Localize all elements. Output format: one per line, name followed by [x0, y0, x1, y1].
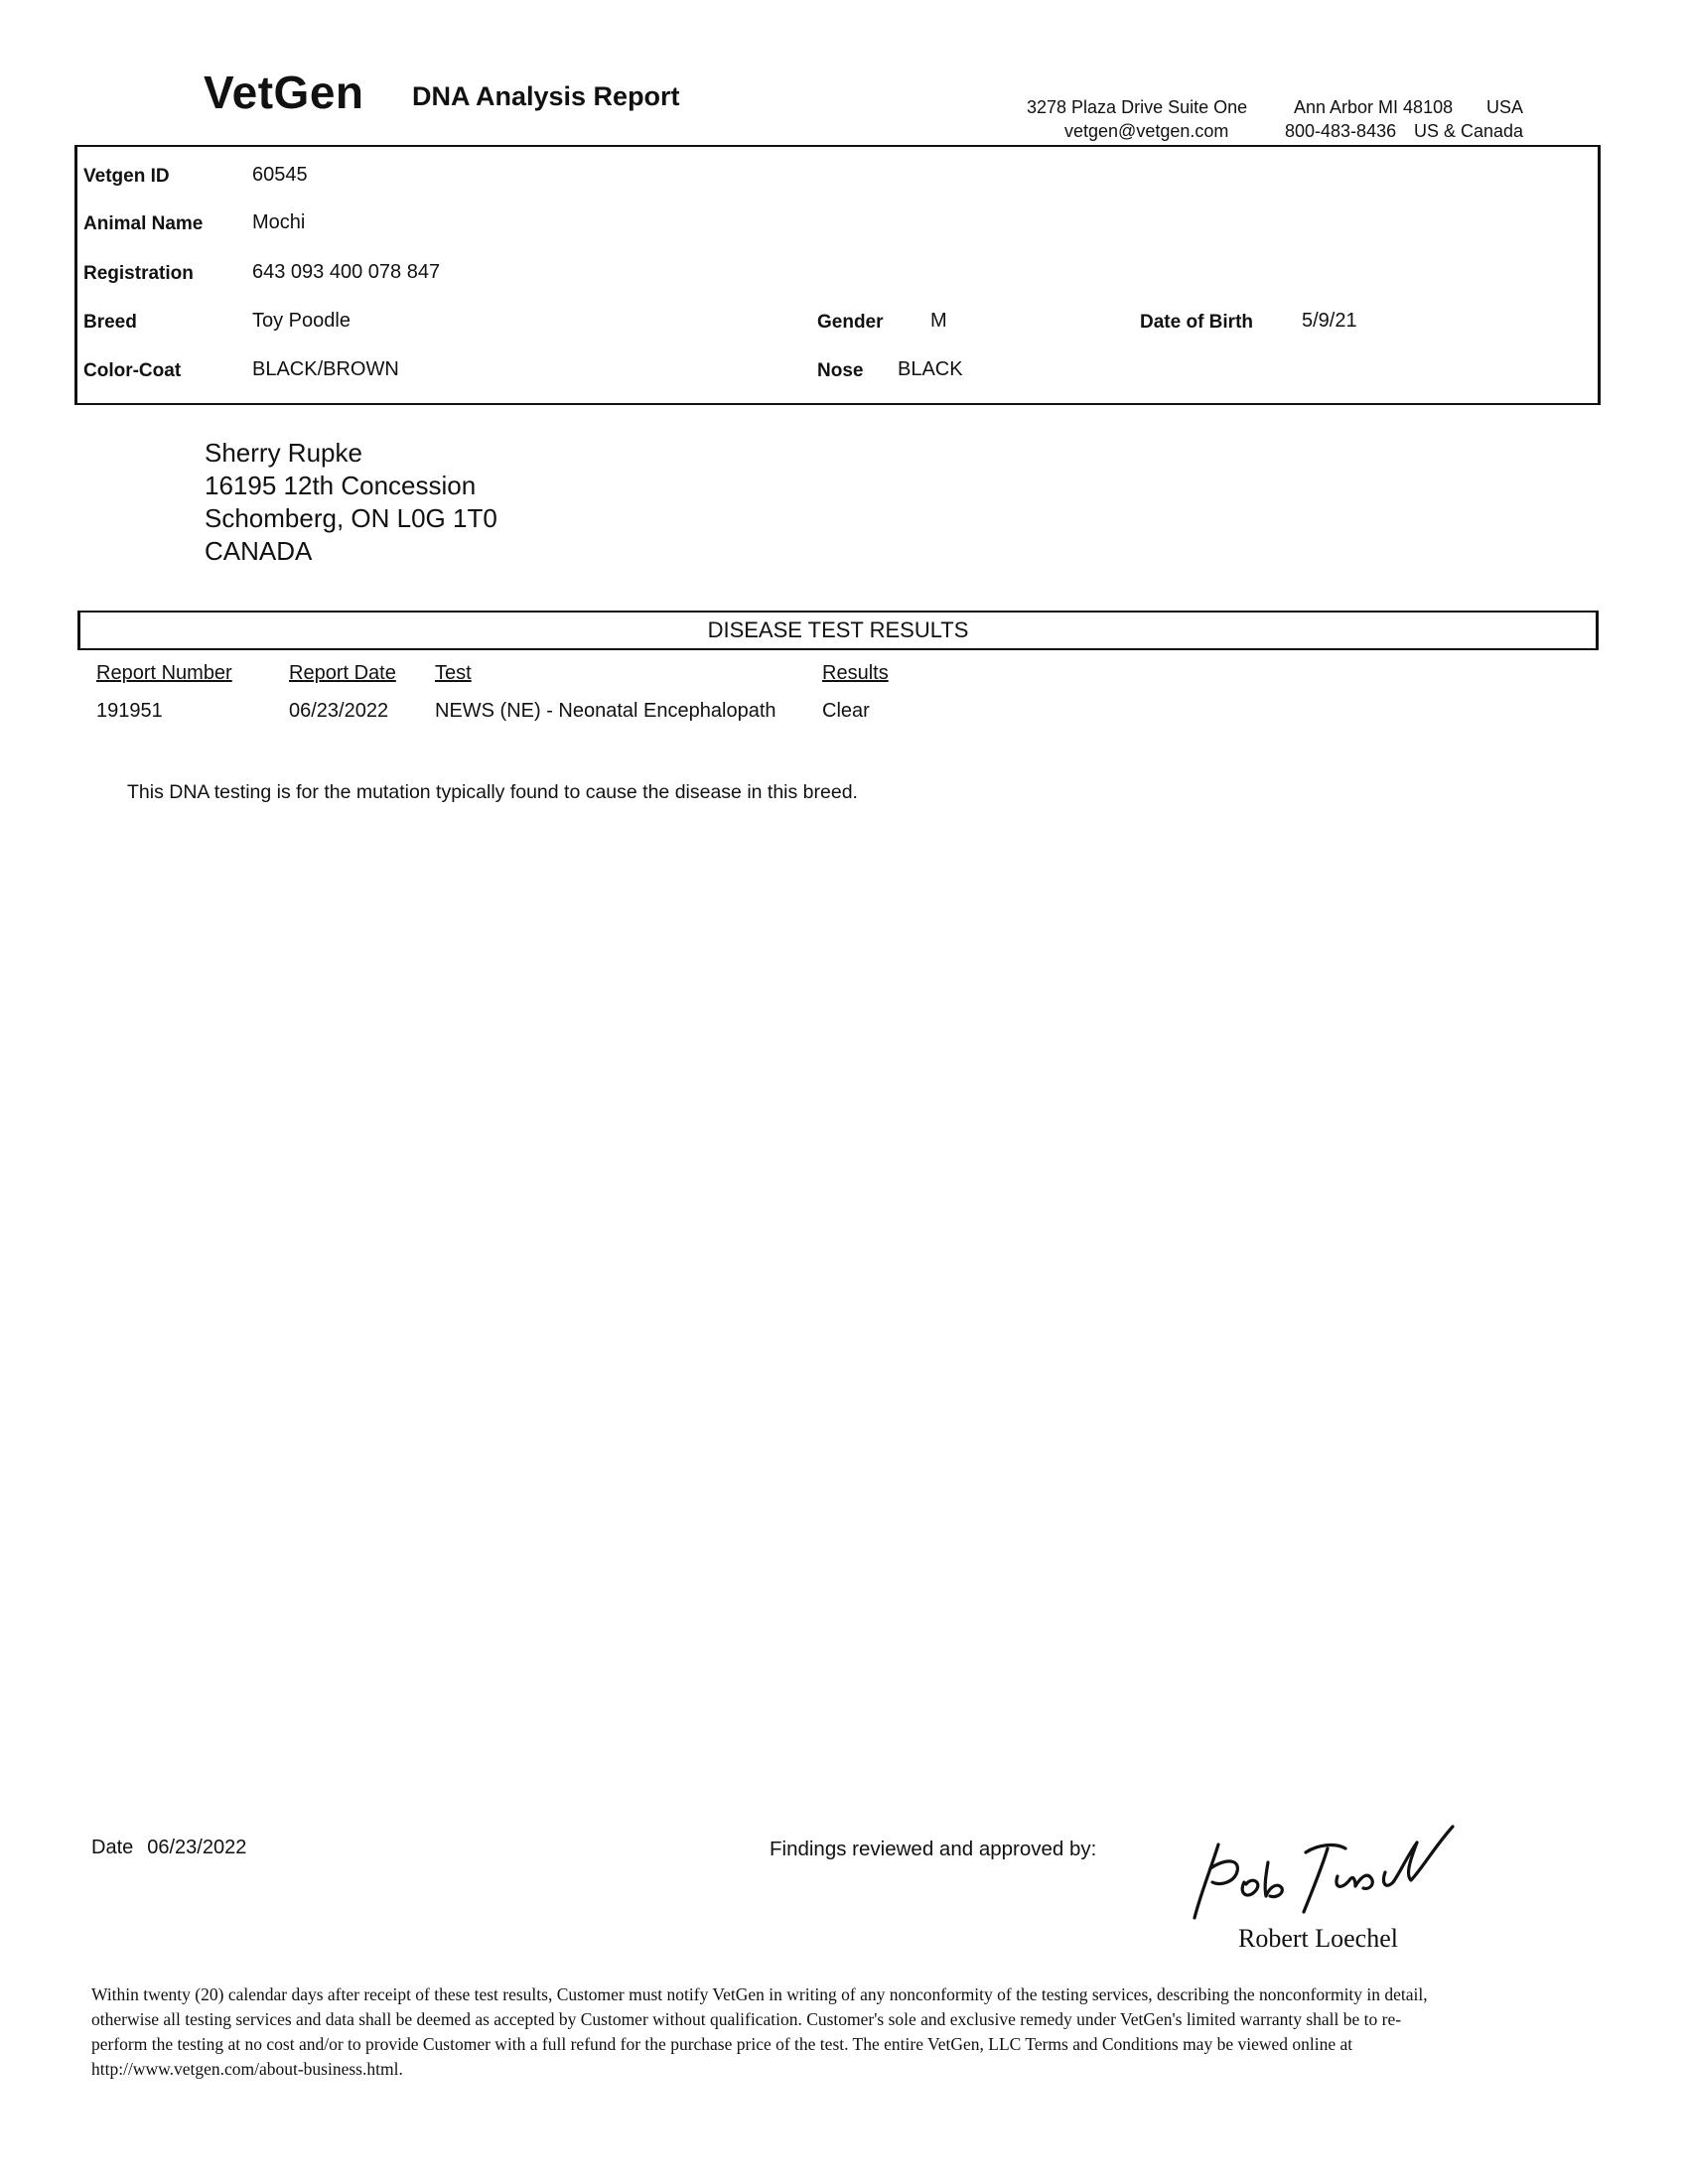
address-street: 3278 Plaza Drive Suite One: [1027, 97, 1248, 117]
address-country: USA: [1486, 97, 1524, 117]
testing-note: This DNA testing is for the mutation typically found to cause the disease in this breed.: [127, 781, 858, 803]
date-of-birth-value: 5/9/21: [1302, 310, 1357, 332]
owner-country: CANADA: [205, 536, 313, 566]
report-number-cell: 191951: [96, 700, 163, 722]
owner-street: 16195 12th Concession: [205, 471, 477, 500]
signature-date-value: 06/23/2022: [147, 1837, 247, 1858]
signature-date-label: Date: [91, 1837, 134, 1858]
color-coat-value: BLACK/BROWN: [252, 358, 399, 380]
report-date-cell: 06/23/2022: [289, 700, 389, 722]
registration-value: 643 093 400 078 847: [252, 261, 441, 283]
address-city: Ann Arbor MI 48108: [1294, 97, 1454, 117]
contact-phone: 800-483-8436: [1285, 121, 1397, 141]
handwritten-signature: [1187, 1817, 1484, 1931]
terms-paragraph: Within twenty (20) calendar days after receipt of these test results, Customer must notify VetGen in writing of any nonconformity of the testing services, describing the nonconformity in detail, otherwise all testing services and data shall be deemed as accepted by Customer without qualification. Customer's sole and exclusive remedy under VetGen's limited warranty shall be to re-perform the testing at no cost and/or to provide Customer with a full refund for the purchase price of the test. The entire VetGen, LLC Terms and Conditions may be viewed online at http://www.vetgen.com/about-business.html.: [91, 1984, 1428, 2079]
vetgen-id-value: 60545: [252, 164, 308, 186]
breed-label: Breed: [83, 312, 137, 333]
owner-name: Sherry Rupke: [205, 438, 362, 468]
report-title: DNA Analysis Report: [412, 81, 680, 111]
test-name-cell: NEWS (NE) - Neonatal Encephalopath: [435, 700, 776, 722]
gender-label: Gender: [817, 312, 884, 333]
color-coat-label: Color-Coat: [83, 360, 182, 381]
vetgen-logo: VetGen: [204, 67, 364, 118]
column-header-report-date: Report Date: [289, 662, 396, 684]
nose-value: BLACK: [898, 358, 963, 380]
nose-label: Nose: [817, 360, 864, 381]
animal-name-label: Animal Name: [83, 213, 204, 234]
column-header-test: Test: [435, 662, 472, 684]
contact-phone-region: US & Canada: [1414, 121, 1524, 141]
signature-date: [91, 1837, 260, 1859]
column-header-report-number: Report Number: [96, 662, 232, 684]
disease-results-heading: DISEASE TEST RESULTS: [77, 611, 1599, 650]
date-of-birth-label: Date of Birth: [1140, 312, 1253, 333]
result-cell: Clear: [822, 700, 870, 722]
owner-city: Schomberg, ON L0G 1T0: [205, 503, 497, 533]
vetgen-id-label: Vetgen ID: [83, 166, 170, 187]
animal-name-value: Mochi: [252, 211, 306, 233]
findings-approval-text: Findings reviewed and approved by:: [770, 1838, 1097, 1860]
contact-email: vetgen@vetgen.com: [1064, 121, 1229, 141]
breed-value: Toy Poodle: [252, 310, 351, 332]
column-header-results: Results: [822, 662, 889, 684]
gender-value: M: [930, 310, 947, 332]
signer-name: Robert Loechel: [1238, 1924, 1398, 1953]
registration-label: Registration: [83, 263, 194, 284]
